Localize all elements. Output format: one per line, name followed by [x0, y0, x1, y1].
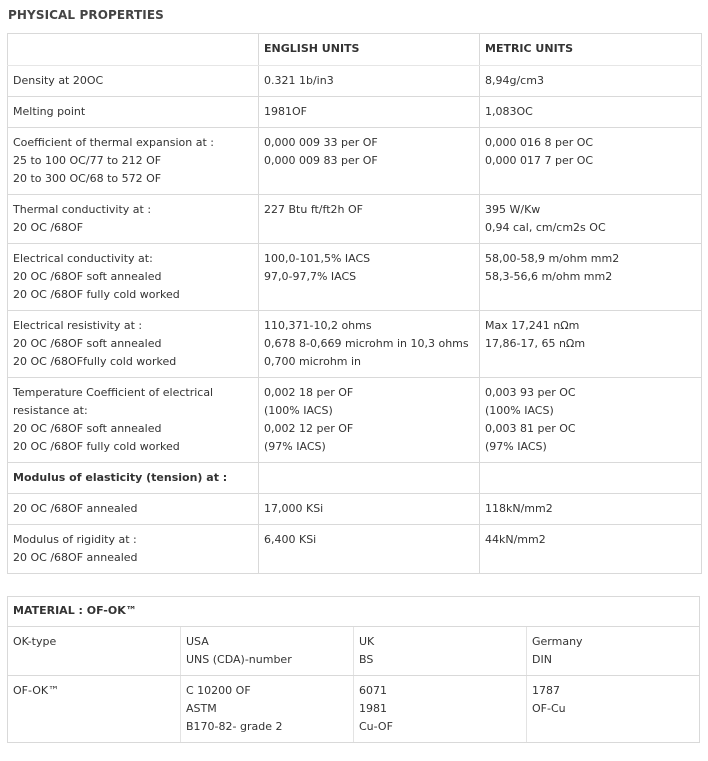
- english-value-cell-line: 0,700 microhm in: [264, 355, 362, 368]
- english-value-cell-line: 0,002 18 per OF: [264, 386, 354, 399]
- material-cell-line: UK: [359, 635, 375, 648]
- material-cell-line: OK-type: [13, 635, 57, 648]
- property-cell-line: Electrical resistivity at :: [13, 319, 143, 332]
- metric-value-cell: [480, 66, 702, 97]
- property-cell-line: 20 OC /68OF: [13, 221, 84, 234]
- property-cell-line: 20 OC /68OFfully cold worked: [13, 355, 177, 368]
- english-value-cell: [259, 244, 480, 311]
- material-row: [8, 627, 700, 676]
- table-row: [8, 463, 702, 494]
- table-row: [8, 66, 702, 97]
- material-cell-line: UNS (CDA)-number: [186, 653, 292, 666]
- english-value-cell: [259, 463, 480, 494]
- header-metric-units: METRIC UNITS: [480, 34, 702, 66]
- material-cell: [354, 627, 527, 676]
- english-value-cell-line: 97,0-97,7% IACS: [264, 270, 357, 283]
- material-cell-line: Germany: [532, 635, 583, 648]
- metric-value-cell: [480, 97, 702, 128]
- material-cell-line: B170-82- grade 2: [186, 720, 283, 733]
- metric-value-cell-line: 0,000 017 7 per OC: [485, 154, 594, 167]
- material-cell-line: DIN: [532, 653, 552, 666]
- material-cell: [527, 676, 700, 743]
- property-cell-line: 20 OC /68OF fully cold worked: [13, 288, 180, 301]
- metric-value-cell-line: 58,00-58,9 m/ohm mm2: [485, 252, 620, 265]
- material-cell-line: OF-Cu: [532, 702, 566, 715]
- property-cell-line: Density at 20OC: [13, 74, 104, 87]
- metric-value-cell-line: (97% IACS): [485, 440, 547, 453]
- english-value-cell: [259, 128, 480, 195]
- english-value-cell-line: 0,000 009 33 per OF: [264, 136, 378, 149]
- material-title-row: [8, 597, 700, 627]
- property-cell-line: Temperature Coefficient of electrical resistance at:: [13, 386, 214, 417]
- english-value-cell-line: 0,678 8-0,669 microhm in 10,3 ohms: [264, 337, 469, 350]
- material-cell: [8, 627, 181, 676]
- material-title: MATERIAL : OF-OK™: [8, 597, 700, 627]
- english-value-cell-line: 17,000 KSi: [264, 502, 324, 515]
- material-row: [8, 676, 700, 743]
- english-value-cell-line: 100,0-101,5% IACS: [264, 252, 371, 265]
- property-cell: [8, 378, 259, 463]
- metric-value-cell-line: (100% IACS): [485, 404, 554, 417]
- metric-value-cell-line: 0,003 81 per OC: [485, 422, 576, 435]
- table-row: [8, 311, 702, 378]
- english-value-cell: [259, 525, 480, 574]
- table-row: [8, 378, 702, 463]
- property-cell-line: 20 OC /68OF soft annealed: [13, 337, 162, 350]
- metric-value-cell: [480, 525, 702, 574]
- section-title: PHYSICAL PROPERTIES: [8, 8, 164, 22]
- metric-value-cell-line: 44kN/mm2: [485, 533, 546, 546]
- english-value-cell-line: 0,002 12 per OF: [264, 422, 354, 435]
- metric-value-cell-line: 8,94g/cm3: [485, 74, 544, 87]
- material-cell: [181, 676, 354, 743]
- material-cell-line: 1787: [532, 684, 560, 697]
- metric-value-cell: [480, 128, 702, 195]
- english-value-cell-line: 1981OF: [264, 105, 307, 118]
- property-cell-line: Thermal conductivity at :: [13, 203, 152, 216]
- metric-value-cell-line: Max 17,241 nΩm: [485, 319, 580, 332]
- material-cell-line: USA: [186, 635, 209, 648]
- metric-value-cell-line: 0,000 016 8 per OC: [485, 136, 594, 149]
- metric-value-cell-line: 118kN/mm2: [485, 502, 553, 515]
- english-value-cell: [259, 311, 480, 378]
- english-value-cell: [259, 195, 480, 244]
- table-row: [8, 195, 702, 244]
- property-cell-line: Modulus of elasticity (tension) at :: [13, 471, 228, 484]
- material-cell-line: 6071: [359, 684, 387, 697]
- property-cell-line: Melting point: [13, 105, 86, 118]
- material-cell-line: OF-OK™: [13, 684, 60, 697]
- material-cell-line: C 10200 OF: [186, 684, 251, 697]
- property-cell-line: 20 to 300 OC/68 to 572 OF: [13, 172, 162, 185]
- property-cell-line: 20 OC /68OF annealed: [13, 502, 138, 515]
- metric-value-cell-line: 0,94 cal, cm/cm2s OC: [485, 221, 606, 234]
- header-english-units: ENGLISH UNITS: [259, 34, 480, 66]
- english-value-cell-line: 110,371-10,2 ohms: [264, 319, 372, 332]
- metric-value-cell: [480, 311, 702, 378]
- property-cell: [8, 463, 259, 494]
- english-value-cell: [259, 378, 480, 463]
- table-header-row: [8, 34, 702, 66]
- table-row: [8, 494, 702, 525]
- property-cell-line: 20 OC /68OF soft annealed: [13, 422, 162, 435]
- property-cell: [8, 97, 259, 128]
- material-table: [7, 596, 700, 743]
- metric-value-cell: [480, 244, 702, 311]
- property-cell-line: 25 to 100 OC/77 to 212 OF: [13, 154, 162, 167]
- property-cell-line: Coefficient of thermal expansion at :: [13, 136, 214, 149]
- property-cell-line: Modulus of rigidity at :: [13, 533, 137, 546]
- metric-value-cell-line: 0,003 93 per OC: [485, 386, 576, 399]
- header-property: [8, 34, 259, 66]
- table-row: [8, 97, 702, 128]
- property-cell: [8, 128, 259, 195]
- metric-value-cell-line: 1,083OC: [485, 105, 533, 118]
- material-cell: [354, 676, 527, 743]
- metric-value-cell: [480, 463, 702, 494]
- metric-value-cell-line: 395 W/Kw: [485, 203, 541, 216]
- english-value-cell-line: 6,400 KSi: [264, 533, 317, 546]
- english-value-cell: [259, 494, 480, 525]
- table-row: [8, 128, 702, 195]
- english-value-cell: [259, 97, 480, 128]
- english-value-cell-line: 0,000 009 83 per OF: [264, 154, 378, 167]
- metric-value-cell-line: 17,86-17, 65 nΩm: [485, 337, 586, 350]
- property-cell-line: 20 OC /68OF fully cold worked: [13, 440, 180, 453]
- table-row: [8, 244, 702, 311]
- property-cell-line: Electrical conductivity at:: [13, 252, 153, 265]
- table-row: [8, 525, 702, 574]
- english-value-cell: [259, 66, 480, 97]
- metric-value-cell: [480, 494, 702, 525]
- material-cell: [181, 627, 354, 676]
- material-cell: [527, 627, 700, 676]
- property-cell: [8, 311, 259, 378]
- english-value-cell-line: 0.321 1b/in3: [264, 74, 334, 87]
- english-value-cell-line: 227 Btu ft/ft2h OF: [264, 203, 363, 216]
- property-cell: [8, 244, 259, 311]
- material-cell-line: BS: [359, 653, 374, 666]
- material-cell-line: ASTM: [186, 702, 217, 715]
- property-cell: [8, 525, 259, 574]
- property-cell-line: 20 OC /68OF annealed: [13, 551, 138, 564]
- english-value-cell-line: (100% IACS): [264, 404, 333, 417]
- property-cell: [8, 494, 259, 525]
- material-cell-line: 1981: [359, 702, 387, 715]
- material-cell: [8, 676, 181, 743]
- metric-value-cell-line: 58,3-56,6 m/ohm mm2: [485, 270, 613, 283]
- metric-value-cell: [480, 195, 702, 244]
- property-cell-line: 20 OC /68OF soft annealed: [13, 270, 162, 283]
- property-cell: [8, 195, 259, 244]
- english-value-cell-line: (97% IACS): [264, 440, 326, 453]
- physical-properties-table: [7, 33, 702, 574]
- metric-value-cell: [480, 378, 702, 463]
- property-cell: [8, 66, 259, 97]
- material-cell-line: Cu-OF: [359, 720, 393, 733]
